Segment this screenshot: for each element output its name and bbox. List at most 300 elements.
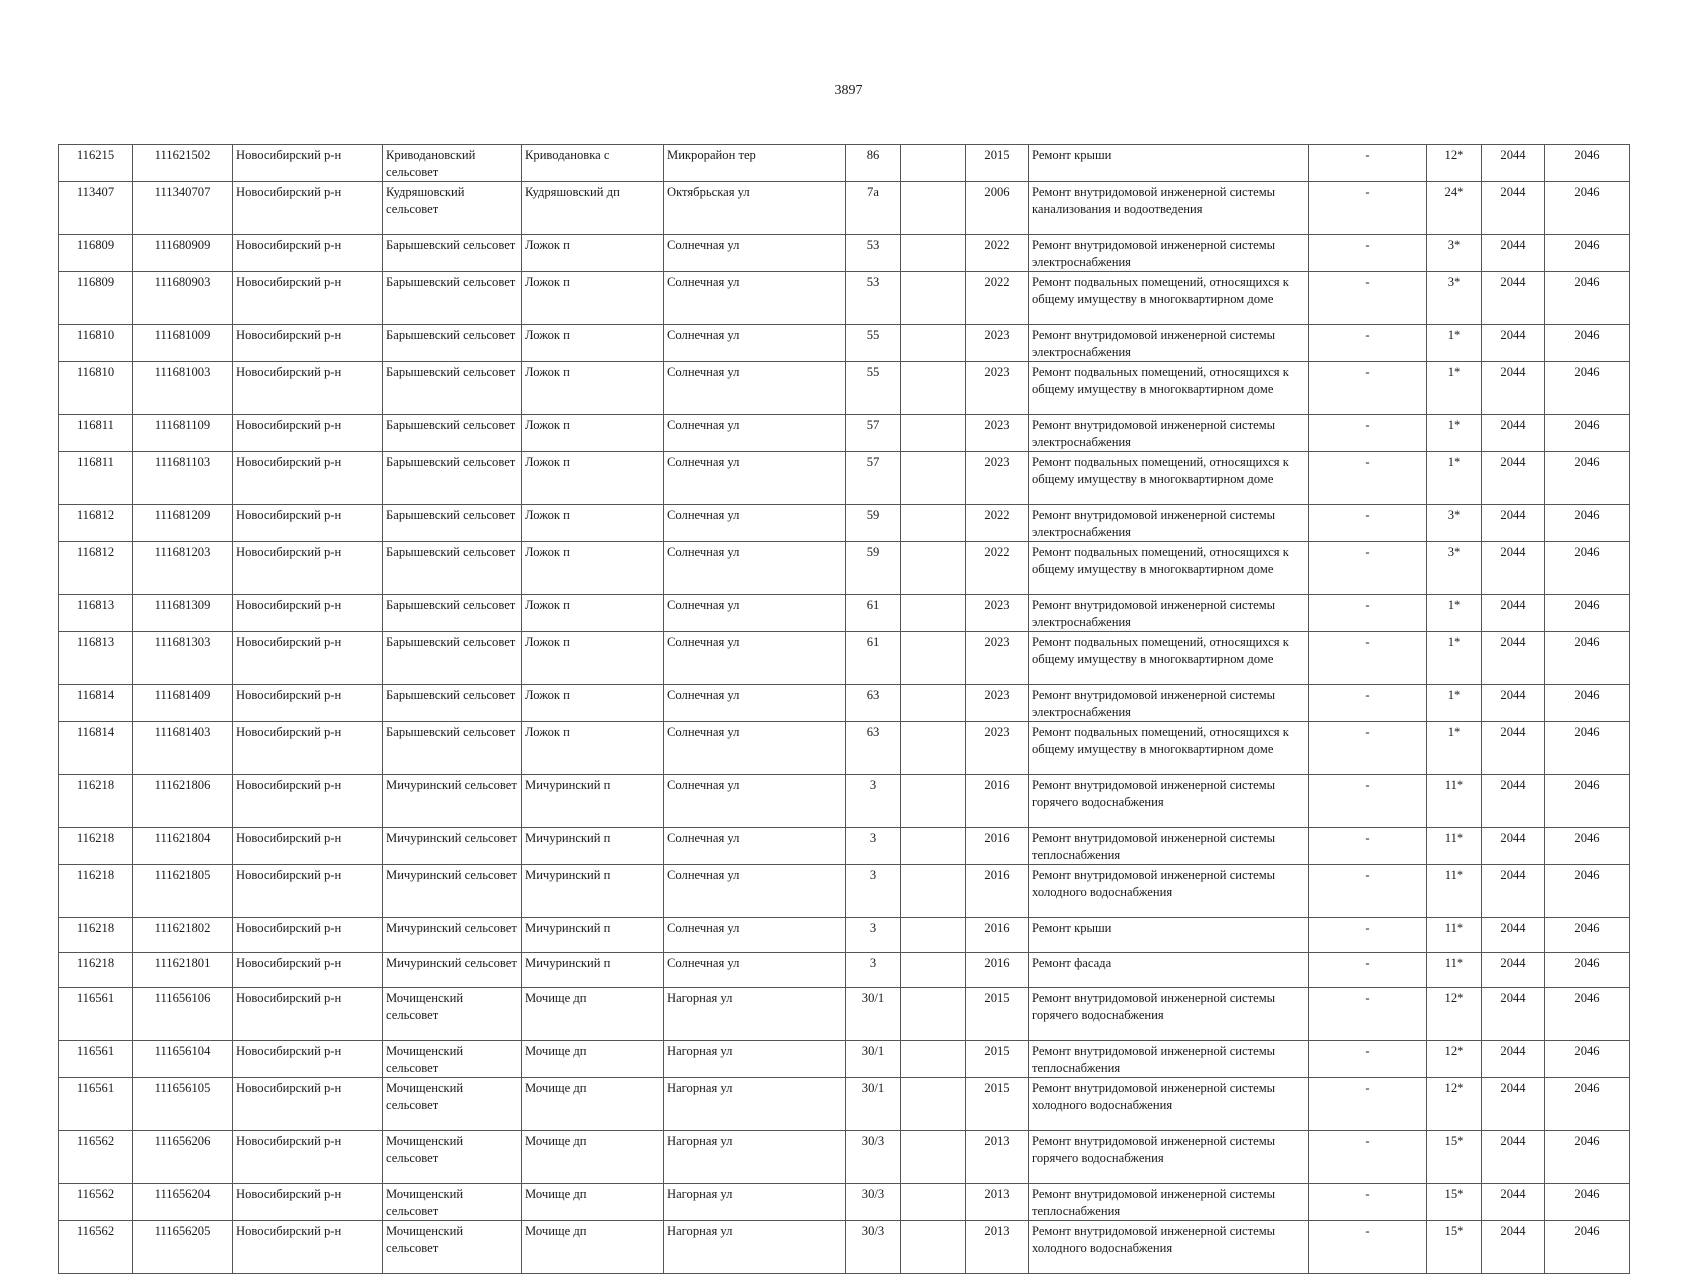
cell-year-built: 2023: [966, 595, 1029, 632]
cell-house-number: 3: [846, 865, 901, 918]
cell-house-id: 116810: [59, 362, 133, 415]
cell-house-id: 116813: [59, 595, 133, 632]
cell-building: [901, 1221, 966, 1274]
cell-street: Солнечная ул: [664, 828, 846, 865]
cell-district: Новосибирский р-н: [233, 452, 383, 505]
cell-municipality: Барышевский сельсовет: [383, 235, 522, 272]
cell-house-id: 116561: [59, 1078, 133, 1131]
cell-period: 1*: [1427, 325, 1482, 362]
cell-municipality: Кудряшовский сельсовет: [383, 182, 522, 235]
cell-period: 1*: [1427, 722, 1482, 775]
cell-plan-start: 2044: [1482, 953, 1545, 988]
cell-house-number: 63: [846, 685, 901, 722]
cell-building: [901, 828, 966, 865]
cell-period: 11*: [1427, 828, 1482, 865]
cell-municipality: Барышевский сельсовет: [383, 325, 522, 362]
cell-municipality: Мочищенский сельсовет: [383, 1078, 522, 1131]
cell-house-number: 30/1: [846, 1041, 901, 1078]
cell-street: Солнечная ул: [664, 685, 846, 722]
cell-district: Новосибирский р-н: [233, 415, 383, 452]
cell-work-type: Ремонт внутридомовой инженерной системы горячего водоснабжения: [1029, 775, 1309, 828]
cell-municipality: Барышевский сельсовет: [383, 272, 522, 325]
cell-house-number: 61: [846, 632, 901, 685]
cell-street: Октябрьская ул: [664, 182, 846, 235]
cell-cost: -: [1309, 452, 1427, 505]
cell-year-built: 2016: [966, 828, 1029, 865]
cell-district: Новосибирский р-н: [233, 828, 383, 865]
cell-district: Новосибирский р-н: [233, 1184, 383, 1221]
cell-settlement: Мочище дп: [522, 1221, 664, 1274]
cell-district: Новосибирский р-н: [233, 235, 383, 272]
cell-settlement: Мичуринский п: [522, 953, 664, 988]
cell-plan-start: 2044: [1482, 505, 1545, 542]
cell-cost: -: [1309, 542, 1427, 595]
cell-year-built: 2006: [966, 182, 1029, 235]
cell-period: 1*: [1427, 595, 1482, 632]
cell-year-built: 2023: [966, 722, 1029, 775]
cell-period: 12*: [1427, 988, 1482, 1041]
cell-work-type: Ремонт внутридомовой инженерной системы холодного водоснабжения: [1029, 1221, 1309, 1274]
table-row: [59, 685, 1630, 722]
table-row: [59, 988, 1630, 1041]
table-row: [59, 775, 1630, 828]
cell-house-number: 63: [846, 722, 901, 775]
cell-municipality: Мичуринский сельсовет: [383, 828, 522, 865]
cell-work-id: 111681109: [133, 415, 233, 452]
cell-house-id: 116814: [59, 722, 133, 775]
cell-street: Солнечная ул: [664, 595, 846, 632]
cell-period: 3*: [1427, 542, 1482, 595]
cell-house-id: 116811: [59, 415, 133, 452]
cell-settlement: Мочище дп: [522, 1131, 664, 1184]
cell-plan-start: 2044: [1482, 775, 1545, 828]
cell-municipality: Криводановский сельсовет: [383, 145, 522, 182]
cell-municipality: Барышевский сельсовет: [383, 685, 522, 722]
cell-house-id: 116812: [59, 505, 133, 542]
cell-house-number: 3: [846, 828, 901, 865]
cell-settlement: Мочище дп: [522, 988, 664, 1041]
cell-period: 12*: [1427, 1078, 1482, 1131]
cell-building: [901, 775, 966, 828]
cell-municipality: Мочищенский сельсовет: [383, 1221, 522, 1274]
cell-settlement: Ложок п: [522, 632, 664, 685]
cell-district: Новосибирский р-н: [233, 953, 383, 988]
cell-period: 3*: [1427, 235, 1482, 272]
cell-cost: -: [1309, 1041, 1427, 1078]
cell-house-id: 116562: [59, 1184, 133, 1221]
cell-house-id: 116562: [59, 1131, 133, 1184]
cell-street: Солнечная ул: [664, 542, 846, 595]
cell-district: Новосибирский р-н: [233, 918, 383, 953]
cell-building: [901, 988, 966, 1041]
cell-building: [901, 1078, 966, 1131]
cell-cost: -: [1309, 1184, 1427, 1221]
cell-house-number: 61: [846, 595, 901, 632]
cell-cost: -: [1309, 828, 1427, 865]
cell-plan-end: 2046: [1545, 1041, 1630, 1078]
cell-plan-start: 2044: [1482, 865, 1545, 918]
cell-work-id: 111681403: [133, 722, 233, 775]
cell-plan-end: 2046: [1545, 1131, 1630, 1184]
cell-street: Солнечная ул: [664, 918, 846, 953]
cell-building: [901, 235, 966, 272]
cell-year-built: 2022: [966, 272, 1029, 325]
cell-year-built: 2016: [966, 865, 1029, 918]
cell-district: Новосибирский р-н: [233, 722, 383, 775]
cell-work-type: Ремонт внутридомовой инженерной системы электроснабжения: [1029, 685, 1309, 722]
cell-district: Новосибирский р-н: [233, 988, 383, 1041]
table-row: [59, 272, 1630, 325]
cell-house-id: 116809: [59, 272, 133, 325]
cell-house-id: 116811: [59, 452, 133, 505]
cell-work-type: Ремонт фасада: [1029, 953, 1309, 988]
cell-year-built: 2016: [966, 953, 1029, 988]
cell-street: Солнечная ул: [664, 865, 846, 918]
cell-house-number: 30/3: [846, 1131, 901, 1184]
cell-house-id: 116218: [59, 953, 133, 988]
cell-municipality: Мочищенский сельсовет: [383, 988, 522, 1041]
cell-building: [901, 1131, 966, 1184]
cell-plan-end: 2046: [1545, 1221, 1630, 1274]
cell-plan-start: 2044: [1482, 722, 1545, 775]
cell-period: 24*: [1427, 182, 1482, 235]
cell-cost: -: [1309, 145, 1427, 182]
cell-cost: -: [1309, 988, 1427, 1041]
cell-cost: -: [1309, 722, 1427, 775]
cell-year-built: 2022: [966, 235, 1029, 272]
cell-municipality: Барышевский сельсовет: [383, 362, 522, 415]
cell-work-type: Ремонт подвальных помещений, относящихся к общему имуществу в многоквартирном доме: [1029, 632, 1309, 685]
cell-settlement: Ложок п: [522, 685, 664, 722]
table-row: [59, 362, 1630, 415]
cell-work-type: Ремонт внутридомовой инженерной системы горячего водоснабжения: [1029, 988, 1309, 1041]
cell-cost: -: [1309, 595, 1427, 632]
cell-building: [901, 632, 966, 685]
cell-house-id: 116218: [59, 828, 133, 865]
cell-plan-end: 2046: [1545, 722, 1630, 775]
cell-work-id: 111656104: [133, 1041, 233, 1078]
cell-period: 3*: [1427, 505, 1482, 542]
cell-building: [901, 542, 966, 595]
cell-cost: -: [1309, 685, 1427, 722]
cell-house-number: 7а: [846, 182, 901, 235]
cell-cost: -: [1309, 775, 1427, 828]
cell-year-built: 2013: [966, 1221, 1029, 1274]
table-row: [59, 632, 1630, 685]
cell-year-built: 2023: [966, 415, 1029, 452]
cell-house-number: 30/1: [846, 988, 901, 1041]
cell-period: 15*: [1427, 1131, 1482, 1184]
cell-house-number: 86: [846, 145, 901, 182]
cell-building: [901, 953, 966, 988]
cell-work-id: 111656105: [133, 1078, 233, 1131]
cell-work-id: 111621804: [133, 828, 233, 865]
cell-settlement: Ложок п: [522, 505, 664, 542]
cell-work-id: 111621802: [133, 918, 233, 953]
cell-work-type: Ремонт внутридомовой инженерной системы электроснабжения: [1029, 325, 1309, 362]
cell-municipality: Мичуринский сельсовет: [383, 918, 522, 953]
cell-street: Нагорная ул: [664, 1221, 846, 1274]
cell-house-number: 53: [846, 272, 901, 325]
cell-settlement: Кудряшовский дп: [522, 182, 664, 235]
cell-building: [901, 452, 966, 505]
cell-plan-start: 2044: [1482, 632, 1545, 685]
cell-plan-start: 2044: [1482, 145, 1545, 182]
cell-period: 15*: [1427, 1221, 1482, 1274]
cell-street: Солнечная ул: [664, 505, 846, 542]
cell-house-id: 116218: [59, 918, 133, 953]
cell-settlement: Мочище дп: [522, 1078, 664, 1131]
cell-work-id: 111340707: [133, 182, 233, 235]
cell-street: Нагорная ул: [664, 988, 846, 1041]
cell-district: Новосибирский р-н: [233, 542, 383, 595]
cell-district: Новосибирский р-н: [233, 1131, 383, 1184]
cell-municipality: Барышевский сельсовет: [383, 595, 522, 632]
cell-house-number: 30/3: [846, 1184, 901, 1221]
cell-plan-start: 2044: [1482, 452, 1545, 505]
cell-work-id: 111621502: [133, 145, 233, 182]
cell-year-built: 2022: [966, 542, 1029, 595]
table-row: [59, 415, 1630, 452]
cell-year-built: 2022: [966, 505, 1029, 542]
cell-work-id: 111681103: [133, 452, 233, 505]
cell-building: [901, 595, 966, 632]
cell-settlement: Мичуринский п: [522, 775, 664, 828]
cell-year-built: 2013: [966, 1184, 1029, 1221]
cell-work-id: 111621806: [133, 775, 233, 828]
cell-house-number: 57: [846, 415, 901, 452]
cell-plan-end: 2046: [1545, 325, 1630, 362]
cell-house-number: 3: [846, 953, 901, 988]
cell-plan-end: 2046: [1545, 595, 1630, 632]
cell-settlement: Криводановка с: [522, 145, 664, 182]
cell-period: 12*: [1427, 1041, 1482, 1078]
cell-building: [901, 918, 966, 953]
cell-period: 15*: [1427, 1184, 1482, 1221]
cell-cost: -: [1309, 415, 1427, 452]
cell-plan-end: 2046: [1545, 235, 1630, 272]
cell-settlement: Ложок п: [522, 415, 664, 452]
cell-cost: -: [1309, 1221, 1427, 1274]
cell-street: Солнечная ул: [664, 272, 846, 325]
cell-district: Новосибирский р-н: [233, 272, 383, 325]
cell-year-built: 2016: [966, 775, 1029, 828]
cell-work-type: Ремонт внутридомовой инженерной системы канализования и водоотведения: [1029, 182, 1309, 235]
cell-building: [901, 415, 966, 452]
cell-street: Нагорная ул: [664, 1078, 846, 1131]
cell-plan-end: 2046: [1545, 1184, 1630, 1221]
cell-district: Новосибирский р-н: [233, 595, 383, 632]
cell-work-id: 111621805: [133, 865, 233, 918]
cell-plan-end: 2046: [1545, 505, 1630, 542]
cell-building: [901, 362, 966, 415]
cell-house-id: 116215: [59, 145, 133, 182]
cell-district: Новосибирский р-н: [233, 325, 383, 362]
cell-year-built: 2015: [966, 1041, 1029, 1078]
table-row: [59, 235, 1630, 272]
cell-district: Новосибирский р-н: [233, 505, 383, 542]
cell-cost: -: [1309, 235, 1427, 272]
cell-year-built: 2015: [966, 1078, 1029, 1131]
cell-work-type: Ремонт внутридомовой инженерной системы холодного водоснабжения: [1029, 865, 1309, 918]
table-row: [59, 1184, 1630, 1221]
table-row: [59, 505, 1630, 542]
cell-plan-start: 2044: [1482, 1131, 1545, 1184]
cell-plan-end: 2046: [1545, 182, 1630, 235]
cell-plan-start: 2044: [1482, 325, 1545, 362]
cell-settlement: Ложок п: [522, 235, 664, 272]
cell-work-id: 111681009: [133, 325, 233, 362]
cell-plan-end: 2046: [1545, 415, 1630, 452]
cell-municipality: Мочищенский сельсовет: [383, 1184, 522, 1221]
cell-district: Новосибирский р-н: [233, 775, 383, 828]
cell-work-type: Ремонт внутридомовой инженерной системы теплоснабжения: [1029, 1041, 1309, 1078]
cell-year-built: 2013: [966, 1131, 1029, 1184]
cell-district: Новосибирский р-н: [233, 1041, 383, 1078]
cell-house-id: 116813: [59, 632, 133, 685]
table-row: [59, 325, 1630, 362]
cell-district: Новосибирский р-н: [233, 865, 383, 918]
cell-period: 11*: [1427, 918, 1482, 953]
cell-municipality: Барышевский сельсовет: [383, 415, 522, 452]
cell-work-id: 111681309: [133, 595, 233, 632]
cell-district: Новосибирский р-н: [233, 145, 383, 182]
cell-cost: -: [1309, 1078, 1427, 1131]
table-row: [59, 595, 1630, 632]
cell-plan-end: 2046: [1545, 1078, 1630, 1131]
cell-work-type: Ремонт подвальных помещений, относящихся к общему имуществу в многоквартирном доме: [1029, 272, 1309, 325]
table-row: [59, 1221, 1630, 1274]
cell-house-number: 55: [846, 325, 901, 362]
cell-period: 11*: [1427, 865, 1482, 918]
cell-plan-end: 2046: [1545, 632, 1630, 685]
cell-period: 1*: [1427, 362, 1482, 415]
cell-cost: -: [1309, 953, 1427, 988]
cell-plan-start: 2044: [1482, 362, 1545, 415]
page-number: 3897: [834, 83, 863, 98]
cell-street: Нагорная ул: [664, 1131, 846, 1184]
cell-period: 11*: [1427, 775, 1482, 828]
cell-work-id: 111656106: [133, 988, 233, 1041]
cell-cost: -: [1309, 182, 1427, 235]
cell-building: [901, 1041, 966, 1078]
cell-house-number: 59: [846, 505, 901, 542]
cell-house-number: 3: [846, 918, 901, 953]
cell-settlement: Ложок п: [522, 325, 664, 362]
cell-building: [901, 1184, 966, 1221]
cell-street: Солнечная ул: [664, 452, 846, 505]
cell-plan-start: 2044: [1482, 595, 1545, 632]
cell-plan-start: 2044: [1482, 272, 1545, 325]
cell-municipality: Мичуринский сельсовет: [383, 953, 522, 988]
cell-district: Новосибирский р-н: [233, 362, 383, 415]
cell-period: 3*: [1427, 272, 1482, 325]
cell-work-id: 111656206: [133, 1131, 233, 1184]
cell-street: Солнечная ул: [664, 775, 846, 828]
cell-building: [901, 505, 966, 542]
cell-house-id: 116809: [59, 235, 133, 272]
cell-street: Нагорная ул: [664, 1184, 846, 1221]
cell-municipality: Мичуринский сельсовет: [383, 865, 522, 918]
cell-street: Нагорная ул: [664, 1041, 846, 1078]
cell-street: Солнечная ул: [664, 415, 846, 452]
cell-work-type: Ремонт внутридомовой инженерной системы холодного водоснабжения: [1029, 1078, 1309, 1131]
cell-municipality: Мочищенский сельсовет: [383, 1131, 522, 1184]
cell-district: Новосибирский р-н: [233, 632, 383, 685]
cell-year-built: 2023: [966, 452, 1029, 505]
cell-house-id: 113407: [59, 182, 133, 235]
cell-work-type: Ремонт внутридомовой инженерной системы электроснабжения: [1029, 595, 1309, 632]
cell-cost: -: [1309, 918, 1427, 953]
cell-year-built: 2023: [966, 632, 1029, 685]
cell-plan-start: 2044: [1482, 828, 1545, 865]
cell-municipality: Барышевский сельсовет: [383, 542, 522, 595]
cell-building: [901, 325, 966, 362]
table-row: [59, 452, 1630, 505]
cell-street: Микрорайон тер: [664, 145, 846, 182]
cell-plan-start: 2044: [1482, 542, 1545, 595]
cell-plan-end: 2046: [1545, 452, 1630, 505]
cell-work-id: 111656205: [133, 1221, 233, 1274]
table-row: [59, 918, 1630, 953]
cell-plan-end: 2046: [1545, 865, 1630, 918]
cell-house-number: 3: [846, 775, 901, 828]
cell-work-id: 111681303: [133, 632, 233, 685]
cell-plan-end: 2046: [1545, 828, 1630, 865]
table-row: [59, 182, 1630, 235]
cell-work-id: 111680903: [133, 272, 233, 325]
table-row: [59, 722, 1630, 775]
cell-house-id: 116218: [59, 865, 133, 918]
cell-municipality: Барышевский сельсовет: [383, 632, 522, 685]
cell-street: Солнечная ул: [664, 632, 846, 685]
cell-municipality: Барышевский сельсовет: [383, 722, 522, 775]
cell-year-built: 2015: [966, 988, 1029, 1041]
cell-house-number: 30/3: [846, 1221, 901, 1274]
cell-work-id: 111681203: [133, 542, 233, 595]
cell-building: [901, 722, 966, 775]
cell-cost: -: [1309, 865, 1427, 918]
cell-plan-end: 2046: [1545, 953, 1630, 988]
cell-municipality: Барышевский сельсовет: [383, 452, 522, 505]
cell-plan-start: 2044: [1482, 1041, 1545, 1078]
cell-house-number: 30/1: [846, 1078, 901, 1131]
cell-plan-end: 2046: [1545, 362, 1630, 415]
registry-body: [59, 145, 1630, 1274]
cell-municipality: Барышевский сельсовет: [383, 505, 522, 542]
cell-work-type: Ремонт подвальных помещений, относящихся к общему имуществу в многоквартирном доме: [1029, 542, 1309, 595]
cell-plan-end: 2046: [1545, 542, 1630, 595]
cell-district: Новосибирский р-н: [233, 685, 383, 722]
cell-work-type: Ремонт внутридомовой инженерной системы электроснабжения: [1029, 235, 1309, 272]
cell-work-type: Ремонт внутридомовой инженерной системы теплоснабжения: [1029, 1184, 1309, 1221]
cell-period: 11*: [1427, 953, 1482, 988]
cell-building: [901, 145, 966, 182]
cell-house-id: 116810: [59, 325, 133, 362]
cell-work-type: Ремонт внутридомовой инженерной системы электроснабжения: [1029, 415, 1309, 452]
cell-settlement: Мичуринский п: [522, 828, 664, 865]
cell-work-type: Ремонт крыши: [1029, 145, 1309, 182]
cell-street: Солнечная ул: [664, 325, 846, 362]
table-row: [59, 145, 1630, 182]
cell-settlement: Мичуринский п: [522, 865, 664, 918]
cell-settlement: Ложок п: [522, 272, 664, 325]
cell-work-id: 111681003: [133, 362, 233, 415]
cell-settlement: Ложок п: [522, 452, 664, 505]
cell-settlement: Ложок п: [522, 362, 664, 415]
cell-plan-start: 2044: [1482, 235, 1545, 272]
cell-cost: -: [1309, 1131, 1427, 1184]
